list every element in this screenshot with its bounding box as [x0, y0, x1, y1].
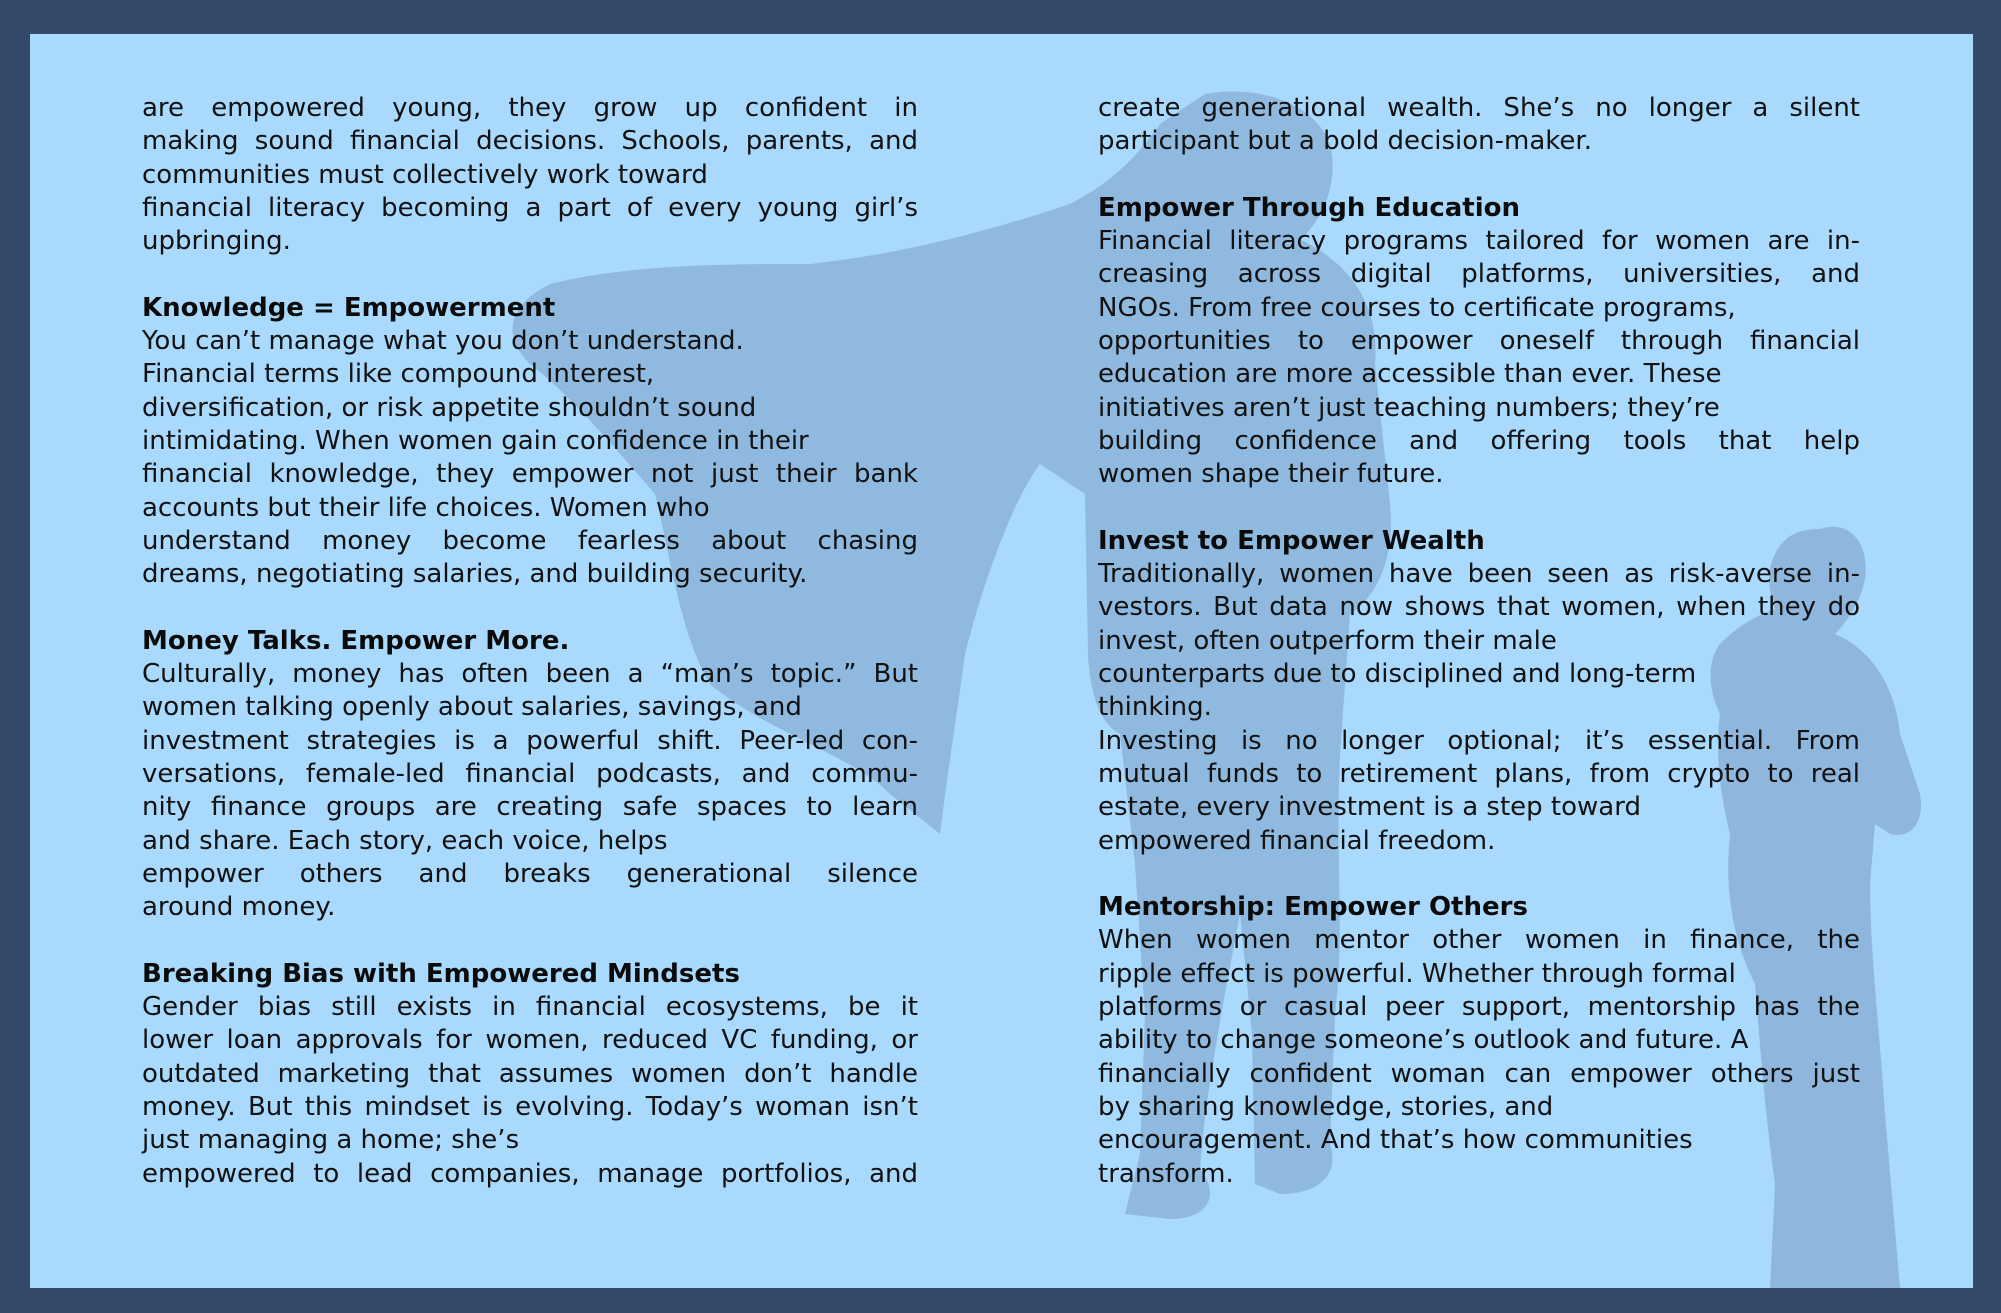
text-line: opportunities to empower oneself through financial: [1098, 326, 1860, 357]
text-line: around money.: [142, 892, 336, 923]
text-line: intimidating. When women gain confidence in their: [142, 425, 809, 456]
text-line: making sound financial decisions. Schools, parents, and: [142, 126, 918, 157]
text-line: versations, female-led financial podcasts, and commu-: [142, 758, 918, 789]
left-column: [142, 92, 918, 1191]
text-line: women shape their future.: [1098, 459, 1444, 490]
section-paragraph: [142, 991, 918, 1191]
text-line: estate, every investment is a step toward: [1098, 792, 1641, 823]
section-paragraph: [142, 658, 918, 924]
text-line: diversification, or risk appetite shouldn’t sound: [142, 392, 757, 423]
text-line: empowered financial freedom.: [1098, 825, 1496, 856]
text-line: financially confident woman can empower others just: [1098, 1058, 1860, 1089]
text-line: investment strategies is a powerful shift. Peer-led con-: [142, 725, 918, 756]
text-line: participant but a bold decision-maker.: [1098, 126, 1592, 157]
text-line: empower others and breaks generational silence: [142, 858, 918, 889]
right-column: [1098, 92, 1860, 1191]
text-line: encouragement. And that’s how communities: [1098, 1125, 1693, 1156]
text-line: ripple effect is powerful. Whether through formal: [1098, 958, 1736, 989]
section-heading: Invest to Empower Wealth: [1098, 525, 1485, 556]
left-intro-paragraph: [142, 92, 918, 258]
text-line: by sharing knowledge, stories, and: [1098, 1091, 1554, 1122]
section-heading: Mentorship: Empower Others: [1098, 892, 1528, 923]
page: [30, 34, 1973, 1288]
text-line: dreams, negotiating salaries, and building security.: [142, 559, 808, 590]
text-line: thinking.: [1098, 692, 1212, 723]
text-line: are empowered young, they grow up confident in: [142, 93, 918, 123]
text-line: create generational wealth. She’s no longer a silent: [1098, 93, 1860, 123]
text-line: lower loan approvals for women, reduced VC funding, or: [142, 1025, 918, 1056]
text-line: financial literacy becoming a part of every young girl’s: [142, 192, 918, 223]
text-line: communities must collectively work toward: [142, 159, 708, 190]
text-line: upbringing.: [142, 226, 291, 257]
text-line: and share. Each story, each voice, helps: [142, 825, 668, 856]
text-line: Financial terms like compound interest,: [142, 359, 655, 390]
text-line: invest, often outperform their male: [1098, 625, 1557, 656]
text-line: outdated marketing that assumes women don’t handle: [142, 1058, 918, 1089]
section-heading: Money Talks. Empower More.: [142, 625, 570, 656]
right-intro-paragraph: [1098, 92, 1860, 159]
text-line: Gender bias still exists in financial ecosystems, be it: [142, 992, 918, 1023]
section-paragraph: [1098, 558, 1860, 858]
text-line: women talking openly about salaries, savings, and: [142, 692, 802, 723]
text-line: platforms or casual peer support, mentorship has the: [1098, 992, 1860, 1023]
text-line: financial knowledge, they empower not just their bank: [142, 459, 918, 490]
text-line: transform.: [1098, 1158, 1234, 1189]
text-line: vestors. But data now shows that women, when they do: [1098, 592, 1860, 623]
text-line: counterparts due to disciplined and long-term: [1098, 659, 1697, 690]
section-paragraph: [142, 325, 918, 591]
text-line: Investing is no longer optional; it’s essential. From: [1098, 725, 1860, 756]
text-line: You can’t manage what you don’t understand.: [142, 326, 744, 357]
section-heading: Breaking Bias with Empowered Mindsets: [142, 958, 740, 989]
text-line: Culturally, money has often been a “man’s topic.” But: [142, 659, 918, 690]
text-line: ability to change someone’s outlook and future. A: [1098, 1025, 1749, 1056]
section-paragraph: [1098, 225, 1860, 491]
text-line: mutual funds to retirement plans, from crypto to real: [1098, 758, 1860, 789]
section-paragraph: [1098, 924, 1860, 1190]
section-heading: Empower Through Education: [1098, 192, 1521, 223]
text-line: creasing across digital platforms, universities, and: [1098, 259, 1860, 290]
text-line: building confidence and offering tools that help: [1098, 425, 1860, 456]
text-line: Traditionally, women have been seen as risk-averse in-: [1098, 559, 1860, 590]
text-line: Financial literacy programs tailored for women are in-: [1098, 226, 1860, 257]
text-line: empowered to lead companies, manage portfolios, and: [142, 1158, 918, 1189]
text-line: just managing a home; she’s: [142, 1125, 520, 1156]
text-line: initiatives aren’t just teaching numbers; they’re: [1098, 392, 1720, 423]
text-line: accounts but their life choices. Women who: [142, 492, 710, 523]
text-line: nity finance groups are creating safe spaces to learn: [142, 792, 918, 823]
text-line: education are more accessible than ever. These: [1098, 359, 1722, 390]
text-line: NGOs. From free courses to certificate programs,: [1098, 292, 1736, 323]
section-heading: Knowledge = Empowerment: [142, 292, 556, 323]
text-line: money. But this mindset is evolving. Today’s woman isn’t: [142, 1091, 918, 1122]
text-line: understand money become fearless about chasing: [142, 525, 918, 556]
text-line: When women mentor other women in finance, the: [1098, 925, 1860, 956]
